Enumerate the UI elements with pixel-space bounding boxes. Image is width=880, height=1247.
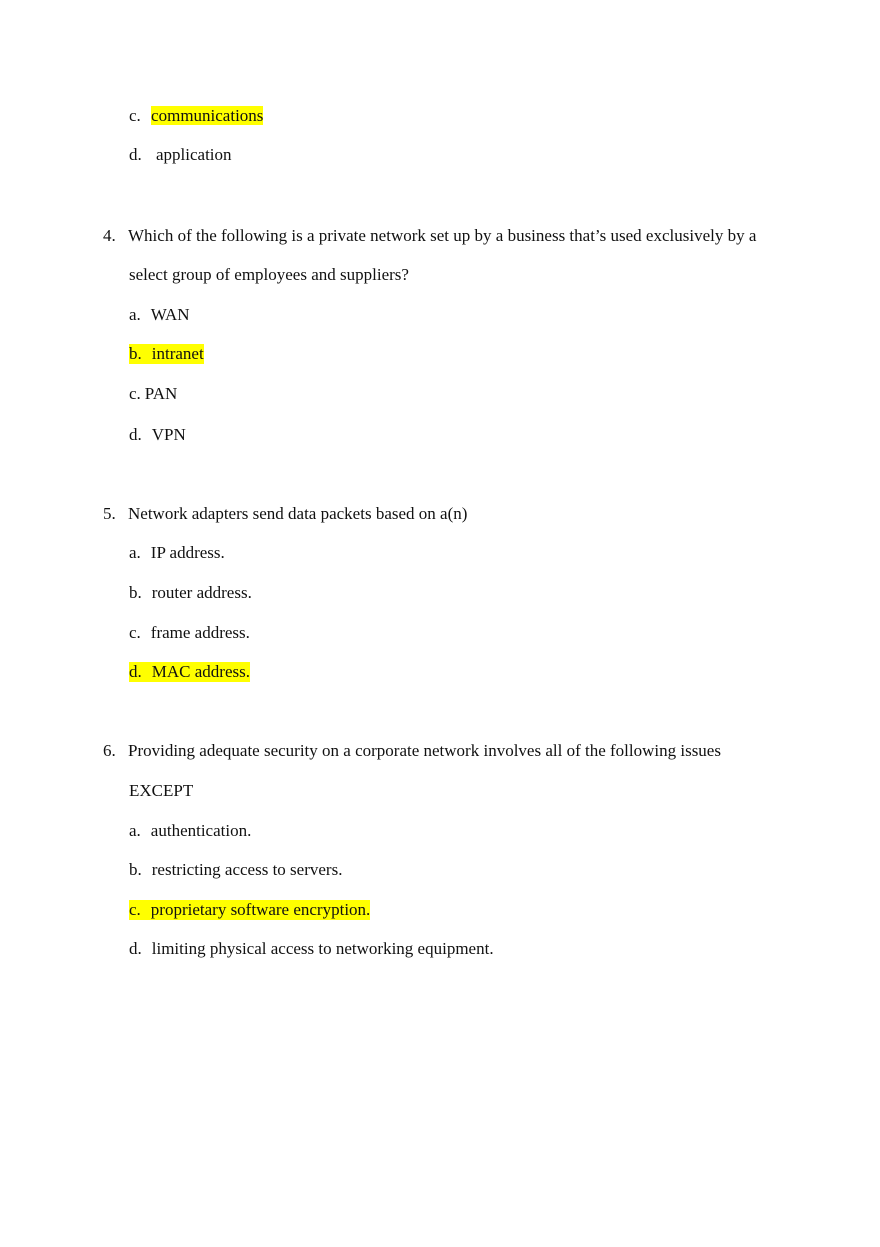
q5-option-c (129, 623, 250, 643)
option-letter: a. (129, 305, 141, 324)
option-d-continued (129, 145, 232, 165)
option-c-continued (129, 106, 263, 126)
question-number: 5. (103, 504, 116, 523)
option-text: authentication. (150, 821, 252, 840)
option-text: MAC address. (151, 662, 250, 681)
option-letter: b. (129, 860, 142, 879)
question-5 (103, 504, 467, 524)
question-number: 6. (103, 741, 116, 760)
q5-option-d-answer (129, 662, 250, 682)
option-letter: a. (129, 543, 141, 562)
question-text-line: Network adapters send data packets based on a(n) (128, 504, 468, 523)
question-4 (103, 226, 756, 246)
option-letter: d. (129, 425, 142, 444)
q6-option-a (129, 821, 251, 841)
q4-option-c (129, 384, 177, 404)
question-text-line: Which of the following is a private network set up by a business that’s used exclusively by a (128, 226, 757, 245)
option-text: frame address. (150, 623, 250, 642)
option-letter: c. (129, 384, 141, 403)
question-6-continuation: EXCEPT (129, 781, 194, 800)
option-text: restricting access to servers. (151, 860, 343, 879)
option-letter: c. (129, 623, 141, 642)
option-text: IP address. (150, 543, 225, 562)
option-text: router address. (151, 583, 252, 602)
option-text: WAN (150, 305, 190, 324)
q6-option-b (129, 860, 342, 880)
option-text: limiting physical access to networking equipment. (151, 939, 494, 958)
option-text: PAN (144, 384, 178, 403)
q4-option-a (129, 305, 190, 325)
option-text: application (156, 145, 232, 164)
question-4-continuation: select group of employees and suppliers? (129, 265, 409, 284)
q6-option-c-answer (129, 900, 370, 920)
option-letter: d. (129, 662, 142, 681)
q5-option-a (129, 543, 225, 563)
option-text: VPN (151, 425, 186, 444)
option-letter: a. (129, 821, 141, 840)
q5-option-b (129, 583, 252, 603)
question-6 (103, 741, 721, 761)
option-text-highlighted: communications (151, 106, 264, 125)
option-text: intranet (151, 344, 204, 363)
option-letter: b. (129, 344, 142, 363)
option-letter: c. (129, 900, 141, 919)
option-letter: d. (129, 939, 142, 958)
option-text: proprietary software encryption. (150, 900, 371, 919)
option-letter: c. (129, 106, 141, 125)
q6-option-d (129, 939, 494, 959)
question-text-line: Providing adequate security on a corporate network involves all of the following issues (128, 741, 721, 760)
q4-option-d (129, 425, 186, 445)
option-letter: d. (129, 145, 142, 164)
option-letter: b. (129, 583, 142, 602)
question-number: 4. (103, 226, 116, 245)
q4-option-b-answer (129, 344, 204, 364)
